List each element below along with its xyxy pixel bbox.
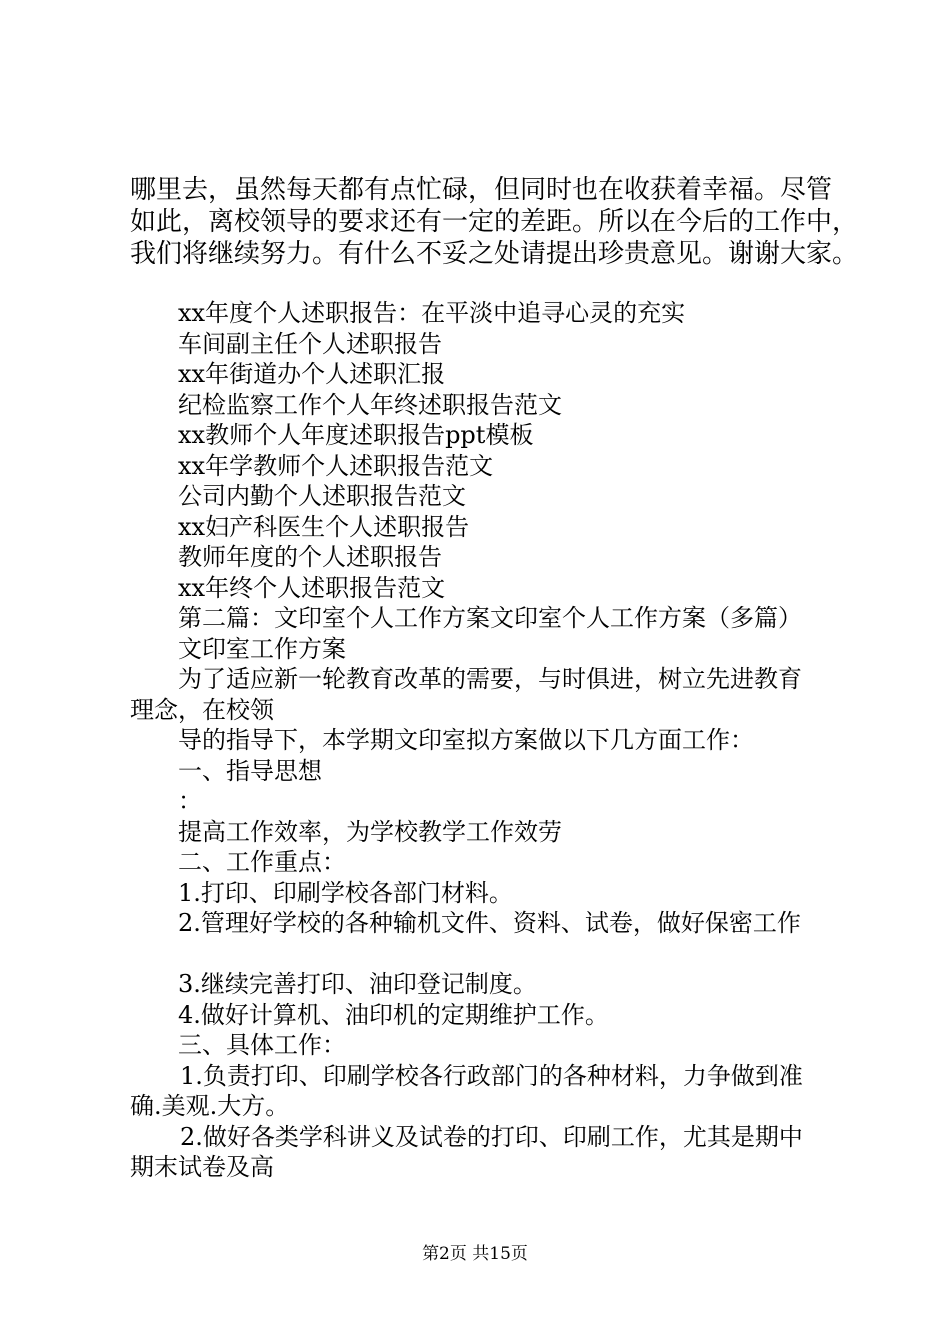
paragraph-line: ： <box>178 787 202 815</box>
related-link[interactable]: 纪检监察工作个人年终述职报告范文 <box>178 390 562 419</box>
page-footer <box>0 1244 950 1264</box>
related-link[interactable]: 教师年度的个人述职报告 <box>178 543 442 571</box>
paragraph-line: 为了适应新一轮教育改革的需要，与时俱进，树立先进教育 <box>178 665 802 693</box>
paragraph-line: 导的指导下，本学期文印室拟方案做以下几方面工作： <box>178 726 754 754</box>
list-item: 2.管理好学校的各种输机文件、资料、试卷，做好保密工作 <box>178 909 801 937</box>
list-item: 1.负责打印、印刷学校各行政部门的各种材料，力争做到准 <box>180 1061 803 1090</box>
list-item: 4.做好计算机、油印机的定期维护工作。 <box>178 1000 609 1029</box>
related-link[interactable]: xx年度个人述职报告：在平淡中追寻心灵的充实 <box>178 299 686 327</box>
intro-line: 哪里去，虽然每天都有点忙碌，但同时也在收获着幸福。尽管 <box>130 175 833 205</box>
related-link[interactable]: xx年终个人述职报告范文 <box>178 573 446 602</box>
paragraph-line: 理念，在校领 <box>130 695 274 724</box>
list-item: 期末试卷及高 <box>130 1153 274 1181</box>
intro-line: 如此，离校领导的要求还有一定的差距。所以在今后的工作中， <box>130 207 859 237</box>
intro-line: 我们将继续努力。有什么不妥之处请提出珍贵意见。谢谢大家。 <box>130 239 859 269</box>
list-item: 确.美观.大方。 <box>130 1092 290 1120</box>
page-number: 第2页 共15页 <box>422 1244 528 1264</box>
subsection-heading: 二、工作重点： <box>178 848 346 876</box>
related-link[interactable]: 公司内勤个人述职报告范文 <box>178 482 466 510</box>
list-item: 2.做好各类学科讲义及试卷的打印、印刷工作，尤其是期中 <box>180 1122 803 1151</box>
section-heading: 第二篇：文印室个人工作方案文印室个人工作方案（多篇） <box>178 604 802 632</box>
list-item: 3.继续完善打印、油印登记制度。 <box>178 970 537 998</box>
related-link[interactable]: xx教师个人年度述职报告ppt模板 <box>178 421 534 449</box>
section-subheading: 文印室工作方案 <box>178 634 346 663</box>
intro-paragraph <box>130 174 859 270</box>
subsection-heading: 一、指导思想 <box>178 756 322 785</box>
related-link[interactable]: xx年街道办个人述职汇报 <box>178 360 446 388</box>
paragraph-line: 提高工作效率，为学校教学工作效劳 <box>178 817 562 846</box>
related-link[interactable]: xx年学教师个人述职报告范文 <box>178 451 494 480</box>
subsection-heading: 三、具体工作： <box>178 1031 346 1059</box>
related-link[interactable]: 车间副主任个人述职报告 <box>178 329 442 358</box>
related-link[interactable]: xx妇产科医生个人述职报告 <box>178 512 470 541</box>
document-body <box>130 298 850 1183</box>
blank-line <box>130 939 850 970</box>
list-item: 1.打印、印刷学校各部门材料。 <box>178 878 513 907</box>
